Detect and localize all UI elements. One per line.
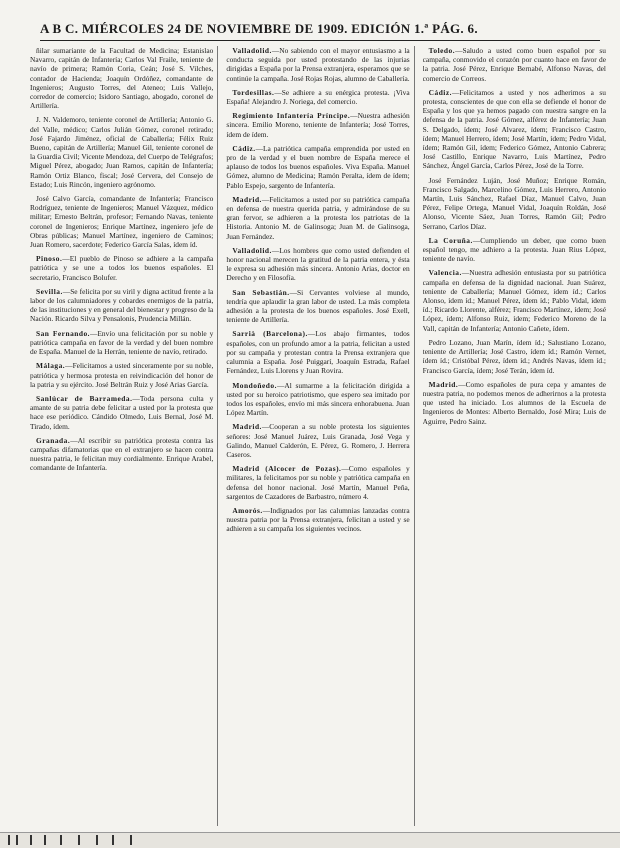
registration-mark: [96, 835, 98, 845]
news-item: [30, 436, 213, 473]
news-item-text: José Calvo García, comandante de Infantería; Francisco Rodríguez, teniente de Ingenieros; Manuel Vázquez, médico militar; Ernesto Beltrán, profesor; Fernando Navas, teniente coronel de Ingenieros; Enrique Martínez, ingeniero jefe de Obras públicas; Manuel Martínez, ingeniero de Caminos; Juan Romero, sacerdote; Federico García Salas, ídem íd.: [30, 194, 214, 250]
page-header: [40, 18, 600, 41]
news-item: [226, 381, 409, 418]
news-item-text: —Al sumarme a la felicitación dirigida a usted por su heroico patriotismo, que espero sea imitado por todos los españoles, envío mi más sincera enhorabuena. Juan López Martín.: [226, 380, 410, 418]
registration-mark: [130, 835, 132, 845]
news-item: [30, 361, 213, 389]
news-item: [226, 246, 409, 283]
news-item-place: Tordesillas.: [232, 87, 275, 97]
news-item: [423, 236, 606, 264]
news-item: [226, 464, 409, 501]
news-item-text: —Nuestra adhesión entusiasta por su patriótica campaña en defensa de la dignidad nacional. Juan Suárez, teniente de Caballería; Manuel Gómez, ídem íd.; Carlos Alonso, ídem íd.; Manuel Pérez, ídem íd.; Pablo Vidal, ídem íd.; Ricardo Llorente, alférez; Francisco Martínez, ídem; José López, ídem; Alfonso Ruiz, ídem; Federico Moreno de la Vall, capitán de Infantería; Antonio Cañete, ídem.: [422, 268, 606, 333]
news-item-text: —Se felicita por su viril y digna actitud frente a la labor de los calumniadores y cobardes enemigos de la patria, de las instituciones y en general del bienestar y progreso de la Nación. Ricardo Silva y Pensalonis, Prudencia Millán.: [30, 286, 214, 324]
news-item-place: Valladolid.: [232, 46, 272, 55]
news-item-text: José Fernández Luján, José Muñoz; Enrique Román, Francisco Salgado, Marcelino Gómez, Luis Herrero, Antonio Martín, Luis Sánchez, Rafael Díaz, Manuel Calvo, Juan Pérez, Felipe Ortega, Manuel Vidal, Joaquín Roldán, José Alonso, Vicente Sáez, Juan Torres, Ramón Gil; Pedro Serrano, Carlos Díaz.: [422, 175, 606, 231]
column-3: [423, 46, 610, 826]
news-item-place: Madrid.: [232, 194, 262, 204]
news-item-place: Granada.: [36, 435, 71, 445]
news-item: [30, 329, 213, 357]
news-item: [30, 254, 213, 282]
news-item-text: —Al escribir su patriótica protesta contra las campañas difamatorias que en el extranjero se hacen contra nuestra patria, le felicitan muy cordialmente. Enrique Arabel, comandante de Infantería.: [30, 435, 214, 473]
news-item: [30, 115, 213, 189]
news-item: [423, 176, 606, 231]
news-item: [30, 287, 213, 324]
article-columns: [30, 46, 610, 826]
registration-mark: [30, 835, 32, 845]
news-item-place: Madrid.: [428, 379, 459, 389]
news-item-text: —Toda persona culta y amante de su patria debe felicitar a usted por la protesta que hace ese periódico. Cándido Olmedo, Luis Bernal, José M. Tirado, ídem.: [30, 393, 214, 431]
news-item: [423, 88, 606, 171]
news-item: [423, 268, 606, 332]
news-item: [226, 88, 409, 106]
news-item-text: —Si Cervantes volviese al mundo, tendría que aplaudir la gran labor de usted. La más completa adhesión a la protesta de los buenos españoles. José Exell, teniente de Artillería.: [226, 287, 410, 325]
news-item-place: Amorós.: [232, 505, 263, 515]
registration-mark: [60, 835, 62, 845]
news-item-place: Sarrià (Barcelona).: [232, 329, 308, 339]
news-item-text: Pedro Lozano, Juan Marín, ídem íd.; Salustiano Lozano, teniente de Artillería; José Castro, ídem íd.; Ramón Vernet, ídem íd.; Cristóbal Pérez, ídem íd.; Andrés Navas, ídem íd.; Francisco García, ídem; José Terán, ídem íd.: [422, 337, 606, 375]
column-1: [30, 46, 218, 826]
news-item-place: Toledo.: [428, 46, 456, 55]
news-item-place: Madrid.: [232, 422, 262, 432]
page-footer-strip: [0, 832, 620, 848]
news-item-text: —Los hombres que como usted defienden el honor nacional merecen la gratitud de la patria entera, y ésta le expresa su adhesión más sincera. Antonio Arias, doctor en Derecho y en Filosofía.: [226, 245, 410, 283]
news-item-text: —Felicitamos a usted sinceramente por su noble, patriótica y hermosa protesta en reivindicación del honor de la patria y su ejército. José Beltrán Ruiz y José Arias García.: [30, 361, 214, 389]
news-item-place: Mondoñedo.: [232, 380, 277, 390]
news-item-text: —Cumpliendo un deber, que como buen español tengo, me adhiero a la protesta. Juan Rius López, teniente de navío.: [422, 235, 606, 264]
news-item-place: Valencia.: [428, 268, 462, 278]
column-2: [226, 46, 414, 826]
news-item-text: —Indignados por las calumnias lanzadas contra nuestra patria por la Prensa extranjera, felicitan a usted y se adhieren a su campaña los siguientes vecinos.: [226, 505, 410, 534]
news-item: [423, 46, 606, 83]
news-item: [226, 195, 409, 241]
news-item-place: Sanlúcar de Barrameda.: [36, 393, 133, 403]
news-item: [226, 111, 409, 139]
news-item-text: —Felicitamos a usted y nos adherimos a su protesta, conscientes de que con ella se defiende el honor de España y los que ya hemos pagado con nuestra sangre en la defensa de la patria. José Gómez, alférez de Infantería; Juan S. Delgado, ídem; José Alvarez, ídem; Francisco Castro, ídem; Manuel Herrero, ídem; José Martín, ídem; Pedro Vidal, ídem; Ramón Gil, ídem; Federico Gómez, Antonio Cabrera; José Castillo, Enrique Navarro, Luis Martínez, Pedro Sánchez, Ángel García, Carlos Pérez, José de la Torre.: [422, 87, 606, 171]
news-item-text: —Nuestra adhesión sincera. Emilio Moreno, teniente de Infantería; José Torres, ídem de ídem.: [226, 111, 410, 139]
news-item: [30, 194, 213, 249]
news-item-text: —Como españoles y militares, la felicitamos por su noble y patriótica campaña en defensa del honor nacional. José Martín, Manuel Peña, sargentos de Cazadores de Barbastro, número 4.: [226, 464, 410, 501]
news-item-place: Regimiento Infantería Príncipe.: [232, 111, 351, 121]
news-item: [226, 288, 409, 325]
registration-mark: [78, 835, 80, 845]
news-item: [30, 46, 213, 110]
news-item-text: —Los abajo firmantes, todos españoles, con un profundo amor a la patria, felicitan a usted por su campaña y protestan contra la Prensa extranjera que calumnia a España. José Puiggarí, Joaquín Estrada, Rafael Fernández, Luis Llorens y Juan Rovira.: [226, 329, 410, 376]
news-item-text: J. N. Valdemoro, teniente coronel de Artillería; Antonio G. del Valle, médico; Carlos Julián Gómez, coronel retirado; José Fajardo Jiménez, oficial de Caballería; Félix Ruiz Bueno, capitán de Artillería; Manuel Gil, teniente coronel de la Guardia Civil; Vicente Mendoza, del Cuerpo de Telégrafos; Miguel Pérez, abogado; Juan Ramos, capitán de Infantería; Ramón Ortiz Blanco, fiscal; José Cervera, del Consejo de Estado; Luis Rincón, ingeniero agrónomo.: [30, 115, 214, 189]
registration-mark: [44, 835, 46, 845]
news-item: [423, 338, 606, 375]
news-item-place: Cádiz.: [232, 143, 256, 153]
registration-mark: [16, 835, 18, 845]
news-item-text: —Felicitamos a usted por su patriótica campaña en defensa de nuestra querida patria, y admirándose de su gran fervor, se adhieren a la protesta los patriotas de la Historia. Antonio M. de Galinsoga; Juan M. de Galinsoga, Juan Fernández.: [226, 194, 410, 241]
news-item-text: —Como españoles de pura cepa y amantes de nuestra patria, no podemos menos de adherirnos a la protesta que usted ha iniciado. Los alumnos de la Escuela de Ingenieros de Montes: Alberto Bernaldo, José Mira; Luis de Aguirre, Pedro Sainz.: [422, 379, 606, 426]
registration-mark: [8, 835, 10, 845]
news-item-text: ñilar sumariante de la Facultad de Medicina; Estanislao Navarro, capitán de Infantería; Carlos Val Fraile, teniente de navío de primera; Ramón Coria, Ceán; José S. Vilches, contador de Hacienda; Joaquín Ordóñez, comandante de Ingenieros; Augusto Torres, del Ateneo; Luis Vallejo, corredor de comercio; Isidoro Santiago, abogado, coronel de Artillería.: [30, 46, 214, 111]
news-item-place: San Sebastián.: [232, 287, 290, 297]
news-item-place: Cádiz.: [428, 87, 452, 97]
news-item: [226, 144, 409, 190]
news-item-text: —La patriótica campaña emprendida por usted en pro de la verdad y el buen nombre de España merece el aplauso de todos los buenos españoles. Viva España. Manuel Gómez, alumno de Medicina; Ramón Peralta, ídem de ídem; Pablo Espejo, sargento de Infantería.: [226, 143, 410, 190]
page-header-title: A B C. MIÉRCOLES 24 DE NOVIEMBRE DE 1909. EDICIÓN 1.ª PÁG. 6.: [40, 21, 478, 36]
news-item: [30, 394, 213, 431]
news-item-place: Valladolid.: [232, 245, 272, 255]
news-item: [226, 329, 409, 375]
news-item-place: La Coruña.: [428, 235, 473, 245]
news-item-text: —No sabiendo con el mayor entusiasmo a la conducta seguida por usted protestando de las injurias dirigidas a España por la Prensa extranjera, esperamos que se continúe la campaña. José Rojas Rojas, alumno de Caballería.: [226, 46, 410, 83]
news-item-text: —Cooperan a su noble protesta los siguientes señores: José Manuel Juárez, Luis Granada, José Vega y Galindo, Manuel Calderón, E. Pérez, G. Romero, J. Herrera Caseros.: [226, 422, 410, 459]
news-item-text: —El pueblo de Pinoso se adhiere a la campaña patriótica y se une a todos los buenos españoles. El secretario, Francisco Bolufer.: [30, 254, 214, 282]
news-item-text: —Envío una felicitación por su noble y patriótica campaña en favor de la verdad y del buen nombre de España. Manuel de la Herrán, teniente de navío, retirado.: [30, 328, 214, 357]
news-item-text: —Saludo a usted como buen español por su campaña, conmovido el corazón por cuanto hace en favor de la patria. José Pérez, Enrique Bernabé, Alfonso Navas, del comercio de Correos.: [422, 46, 606, 83]
news-item: [423, 380, 606, 426]
news-item-place: Pinoso.: [36, 254, 63, 264]
news-item-text: —Se adhiere a su enérgica protesta. ¡Viva España! Alejandro J. Noriega, del comercio.: [226, 87, 410, 107]
news-item-place: Sevilla.: [36, 286, 63, 296]
news-item: [226, 46, 409, 83]
news-item: [226, 422, 409, 459]
news-item-place: Málaga.: [36, 361, 66, 371]
news-item-place: Madrid (Alcocer de Pozas).: [232, 464, 342, 474]
news-item-place: San Fernando.: [36, 328, 91, 338]
registration-mark: [112, 835, 114, 845]
news-item: [226, 506, 409, 534]
